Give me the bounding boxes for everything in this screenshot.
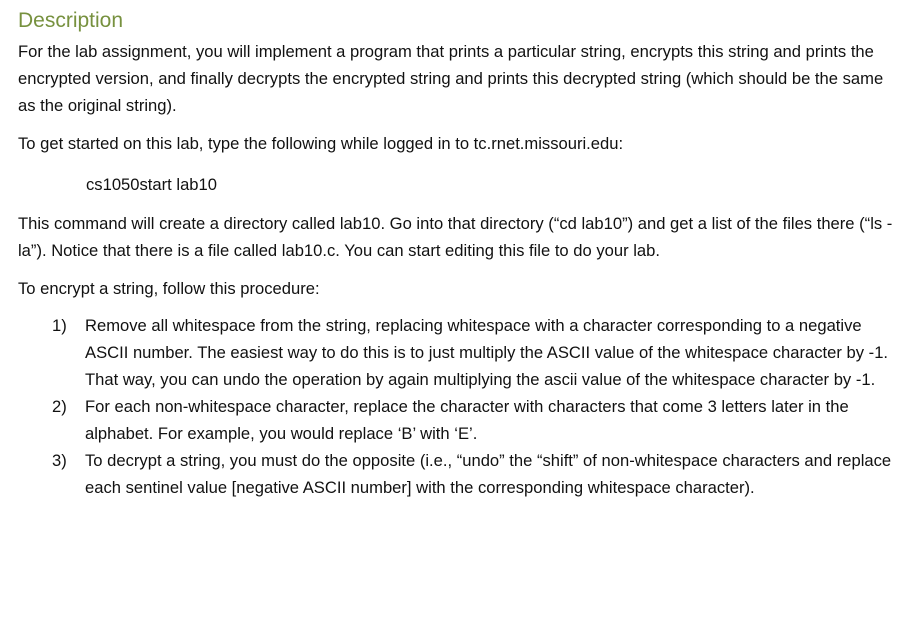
step-number: 3) — [52, 451, 67, 470]
step-text: Remove all whitespace from the string, replacing whitespace with a character corresponding to a negative ASCII number. The easiest way to do this is to just multiply the ASCII value of the whitespace character by -1. That way, you can undo the operation by again multiplying the ascii value of the whitespace character by -1. — [85, 316, 889, 389]
step-number: 2) — [52, 397, 67, 416]
directory-info-paragraph: This command will create a directory called lab10. Go into that directory (“cd lab10”) and get a list of the files there (“ls -la”). Notice that there is a file called lab10.c. You can start editing this file to do your lab. — [18, 214, 893, 260]
command-text: cs1050start lab10 — [86, 175, 217, 194]
procedure-steps-list — [18, 312, 894, 501]
list-item — [52, 393, 894, 447]
list-item — [52, 447, 894, 501]
step-number: 1) — [52, 316, 67, 335]
intro-paragraph: For the lab assignment, you will implement a program that prints a particular string, encrypts this string and prints the encrypted version, and finally decrypts the encrypted string and prints this decrypted string (which should be the same as the original string). — [18, 42, 884, 115]
step-text: For each non-whitespace character, replace the character with characters that come 3 letters later in the alphabet. For example, you would replace ‘B’ with ‘E’. — [85, 397, 849, 443]
list-item — [52, 312, 894, 393]
step-text: To decrypt a string, you must do the opposite (i.e., “undo” the “shift” of non-whitespace characters and replace each sentinel value [negative ASCII number] with the corresponding whitespace character). — [85, 451, 892, 497]
getting-started-paragraph: To get started on this lab, type the following while logged in to tc.rnet.missouri.edu: — [18, 134, 624, 153]
procedure-intro-paragraph: To encrypt a string, follow this procedure: — [18, 279, 320, 298]
section-heading: Description — [18, 9, 124, 32]
